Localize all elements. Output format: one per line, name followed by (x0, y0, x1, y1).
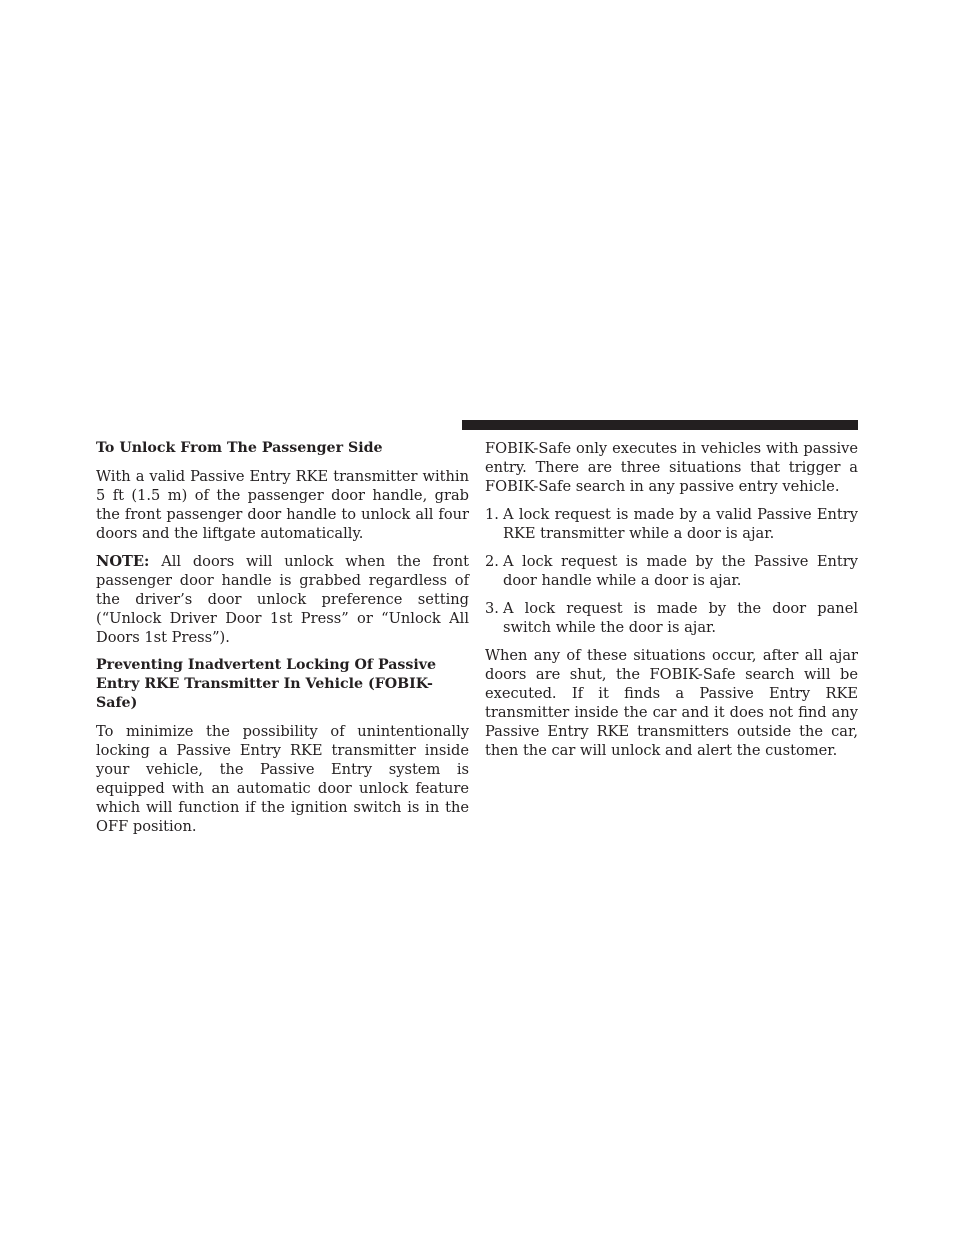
list-item-number: 2. (485, 553, 499, 570)
note-text: All doors will unlock when the front passenger door handle is grabbed regardless of the driver’s door unlock preference setting (“Unlock Driver Door 1st Press” or “Unlock All Doors 1st Press”). (96, 553, 469, 646)
paragraph-unlock-passenger: With a valid Passive Entry RKE transmitter within 5 ft (1.5 m) of the passenger door handle, grab the front passenger door handle to unlock all four doors and the liftgate automatically. (96, 468, 469, 542)
paragraph-fobik-search: When any of these situations occur, after all ajar doors are shut, the FOBIK-Safe search will be executed. If it finds a Passive Entry RKE transmitter inside the car and it does not find any Passive Entry RKE transmitters outside the car, then the car will unlock and alert the customer. (485, 647, 858, 759)
list-item (485, 552, 858, 590)
heading-fobik-safe: Preventing Inadvertent Locking Of Passive Entry RKE Transmitter In Vehicle (FOBIK-Safe) (96, 657, 437, 711)
paragraph-fobik-intro: To minimize the possibility of unintentionally locking a Passive Entry RKE transmitter inside your vehicle, the Passive Entry system is equipped with an automatic door unlock feature which will function if the ignition switch is in the OFF position. (96, 723, 469, 835)
list-item (485, 599, 858, 637)
note-paragraph (96, 552, 469, 647)
list-item (485, 505, 858, 543)
list-item-number: 3. (485, 600, 499, 617)
right-column (485, 439, 858, 769)
list-item-text: A lock request is made by a valid Passive Entry RKE transmitter while a door is ajar. (503, 506, 858, 542)
section-divider-bar (462, 420, 858, 430)
list-item-number: 1. (485, 506, 499, 523)
paragraph-fobik-executes: FOBIK-Safe only executes in vehicles with passive entry. There are three situations that trigger a FOBIK-Safe search in any passive entry vehicle. (485, 440, 858, 495)
note-label: NOTE: (96, 553, 150, 570)
list-item-text: A lock request is made by the door panel switch while the door is ajar. (503, 600, 858, 636)
heading-unlock-passenger-side: To Unlock From The Passenger Side (96, 440, 383, 456)
list-item-text: A lock request is made by the Passive Entry door handle while a door is ajar. (503, 553, 858, 589)
left-column (96, 439, 469, 845)
situations-list (485, 505, 858, 637)
